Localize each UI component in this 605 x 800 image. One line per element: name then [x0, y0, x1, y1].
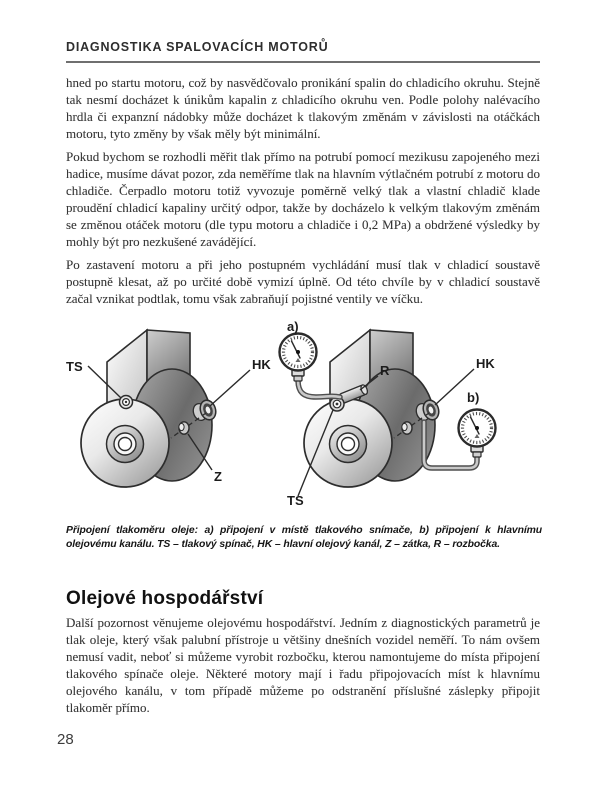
body-text-block	[66, 74, 540, 313]
pressure-switch-fitting-left	[120, 396, 133, 409]
section-heading: Olejové hospodářství	[66, 588, 264, 609]
leader-line-hk-left	[210, 370, 250, 406]
pressure-gauge-a	[280, 334, 317, 382]
figure-label-hk-right: HK	[476, 356, 495, 371]
section-paragraph-1: Další pozornost věnujeme olejovému hospodářství. Jedním z diagnostických parametrů je tlak oleje, který však palubní přístroje u většiny dnešních vozidel neměří. To nám ovšem nemusí vadit, neboť si můžeme vyrobit rozbočku, kterou namontujeme do místa připojení tlakového spínače oleje. Některé motory mají i řadu připojovacích míst k hlavnímu olejového kanálu, v tom případě můžeme po odstranění příslušné záslepky připojit tlakoměr přímo.	[66, 615, 540, 715]
figure-caption: Připojení tlakoměru oleje: a) připojení v místě tlakového snímače, b) připojení k hlavnímu olejovému kanálu. TS – tlakový spínač, HK – hlavní olejový kanál, Z – zátka, R – rozbočka.	[66, 525, 542, 550]
figure-oil-pressure-connection	[40, 298, 570, 513]
section-text-block	[66, 614, 540, 722]
engine-block-illustration	[81, 330, 218, 487]
header-rule	[66, 61, 540, 63]
pulley-hub	[119, 438, 132, 451]
running-header: DIAGNOSTIKA SPALOVACÍCH MOTORŮ	[66, 40, 329, 54]
body-paragraph-3: Po zastavení motoru a při jeho postupném vychládání musí tlak v chladicí soustavě postupně klesat, až po určité době vymizí úplně. Od této chvíle by v chladicí soustavě začal vznikat podtlak, tomu však zabraňují pojistné ventily ve víčku.	[66, 257, 540, 306]
figure-label-z-left: Z	[214, 469, 222, 484]
plug-knob-face	[179, 423, 184, 430]
figure-label-hk-left: HK	[252, 357, 271, 372]
figure-label-ts-left: TS	[66, 359, 83, 374]
body-paragraph-1: hned po startu motoru, což by nasvědčovalo pronikání spalin do chladicího okruhu. Stejně tak nesmí docházet k únikům kapalin z chladicího okruhu ven. Podle polohy nalévacího hrdla či expanzní nádobky může docházet k tlakovým změnám v závislosti na otáčkách motoru, tyto změny by však měly být minimální.	[66, 75, 540, 141]
engine-block-illustration-right	[304, 330, 441, 487]
figure-label-gauge-b: b)	[467, 390, 480, 405]
figure-label-gauge-a: a)	[287, 319, 299, 334]
figure-label-ts-right: TS	[287, 493, 304, 508]
body-paragraph-2: Pokud bychom se rozhodli měřit tlak přímo na potrubí pomocí mezikusu zapojeného mezi hadice, musíme dávat pozor, zda neměříme tlak na hlavním výtlačném potrubí z motoru do chladiče. Čerpadlo motoru totiž vyvozuje poměrně velký tlak a vlastní chladič klade proudění chladicí kapaliny určitý odpor, takže by docházelo k velkým tlakovým změnám se změnou otáček motoru (dle typu motoru a chladiče i 0,2 MPa) a obdržené výsledky by mohly být pro nezkušené zavádějící.	[66, 149, 540, 249]
page-number: 28	[57, 731, 74, 748]
figure-label-r: R	[380, 363, 390, 378]
pressure-gauge-b	[459, 410, 496, 458]
